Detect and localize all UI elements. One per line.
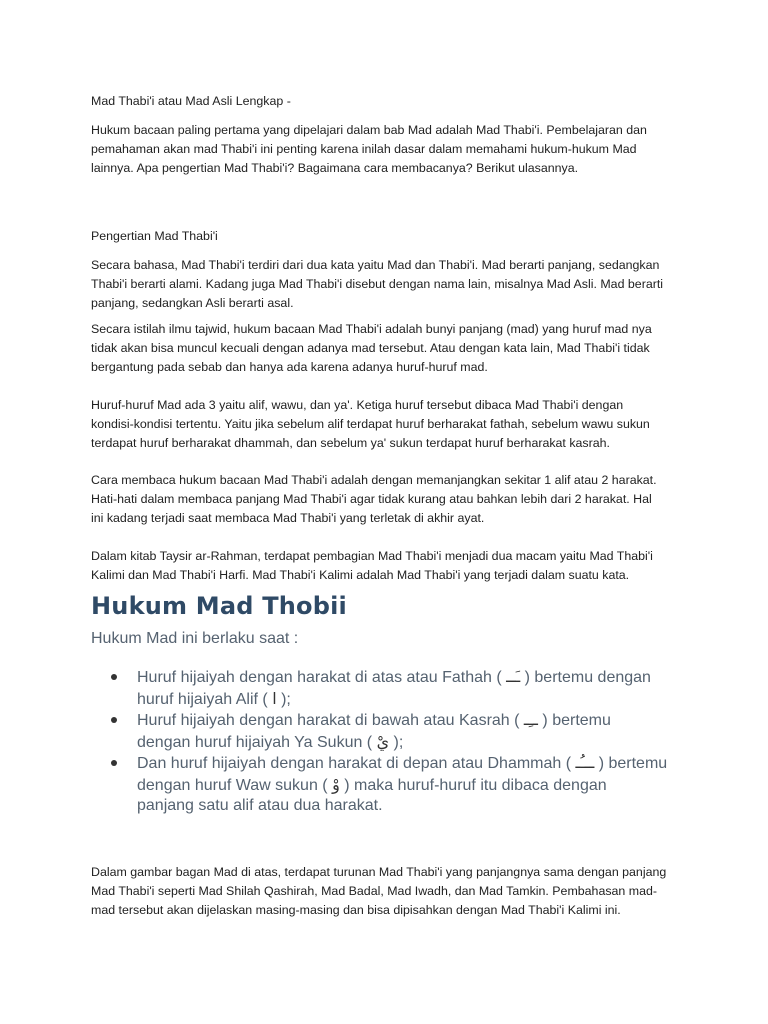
rules-list: [108, 667, 668, 817]
list-item-text: ) maka huruf-huruf itu dibaca dengan panjang satu alif atau dua harakat.: [137, 776, 607, 814]
document-title-line: Mad Thabi'i atau Mad Asli Lengkap -: [91, 94, 291, 108]
list-item-text: ) bertemu dengan huruf hijaiyah Alif (: [137, 669, 651, 708]
bullet-icon: [111, 674, 117, 680]
closing-paragraph: Dalam gambar bagan Mad di atas, terdapat turunan Mad Thabi'i yang panjangnya sama dengan panjang Mad Thabi'i seperti Mad Shilah Qashirah, Mad Badal, Mad Iwadh, dan Mad Tamkin. Pembahasan mad- mad tersebut akan dijelaskan masing-masing dan bisa dipisahkan dengan Mad Thabi'i Kalimi ini.: [91, 865, 667, 917]
taysir-paragraph: Dalam kitab Taysir ar-Rahman, terdapat pembagian Mad Thabi'i menjadi dua macam yaitu Mad Thabi'i Kalimi dan Mad Thabi'i Harfi. Mad Thabi'i Kalimi adalah Mad Thabi'i yang terjadi dalam suatu kata.: [91, 549, 653, 582]
list-item: [108, 667, 668, 710]
list-item-text: ) bertemu dengan huruf hijaiyah Ya Sukun (: [137, 712, 611, 751]
list-item-text: Dan huruf hijaiyah dengan harakat di depan atau Dhammah (: [137, 755, 576, 772]
hukum-mad-subheading: Hukum Mad ini berlaku saat :: [91, 630, 299, 647]
list-item-text: Huruf hijaiyah dengan harakat di bawah atau Kasrah (: [137, 712, 524, 729]
list-item-text: );: [276, 690, 291, 708]
alif-glyph: ا: [272, 688, 277, 708]
tajwid-paragraph: Secara istilah ilmu tajwid, hukum bacaan Mad Thabi'i adalah bunyi panjang (mad) yang huruf mad nya tidak akan bisa muncul kecuali dengan adanya mad tersebut. Atau dengan kata lain, Mad Thabi'i tidak bergantung pada sebab dan hanya ada karena adanya huruf-huruf mad.: [91, 322, 652, 374]
definition-paragraph: Secara bahasa, Mad Thabi'i terdiri dari dua kata yaitu Mad dan Thabi'i. Mad berarti panjang, sedangkan Thabi'i berarti alami. Kadang juga Mad Thabi'i disebut dengan nama lain, misalnya Mad Asli. Mad berarti panjang, sedangkan Asli berarti asal.: [91, 258, 664, 310]
bullet-icon: [111, 760, 117, 766]
list-item: [108, 753, 668, 817]
hukum-mad-heading: Hukum Mad Thobii: [91, 592, 347, 620]
intro-paragraph: Hukum bacaan paling pertama yang dipelajari dalam bab Mad adalah Mad Thabi'i. Pembelajaran dan pemahaman akan mad Thabi'i ini penting karena inilah dasar dalam memahami hukum-hukum Mad lainnya. Apa pengertian Mad Thabi'i? Bagaimana cara membacanya? Berikut ulasannya.: [91, 123, 647, 175]
huruf-mad-paragraph: Huruf-huruf Mad ada 3 yaitu alif, wawu, dan ya'. Ketiga huruf tersebut dibaca Mad Thabi'i dengan kondisi-kondisi tertentu. Yaitu jika sebelum alif terdapat huruf berharakat fathah, sebelum wawu sukun terdapat huruf berharakat dhammah, dan sebelum ya' sukun terdapat huruf berharakat kasrah.: [91, 398, 650, 450]
waw-sukun-glyph: وْ: [332, 774, 340, 794]
bullet-icon: [111, 717, 117, 723]
dhammah-glyph: ـــُـ: [575, 753, 595, 772]
fathah-glyph: ـَــ: [506, 667, 521, 686]
kasrah-glyph: ــِـ: [523, 710, 538, 729]
list-item-text: ) bertemu dengan huruf Waw sukun (: [137, 755, 668, 794]
list-item-text: );: [389, 733, 404, 751]
section-heading: Pengertian Mad Thabi'i: [91, 229, 218, 243]
ya-sukun-glyph: يْ: [376, 731, 390, 751]
list-item-text: Huruf hijaiyah dengan harakat di atas atau Fathah (: [137, 669, 507, 686]
cara-membaca-paragraph: Cara membaca hukum bacaan Mad Thabi'i adalah dengan memanjangkan sekitar 1 alif atau 2 harakat. Hati-hati dalam membaca panjang Mad Thabi'i agar tidak kurang atau bahkan lebih dari 2 harakat. Hal ini kadang terjadi saat membaca Mad Thabi'i yang terletak di akhir ayat.: [91, 473, 657, 525]
list-item: [108, 710, 668, 753]
